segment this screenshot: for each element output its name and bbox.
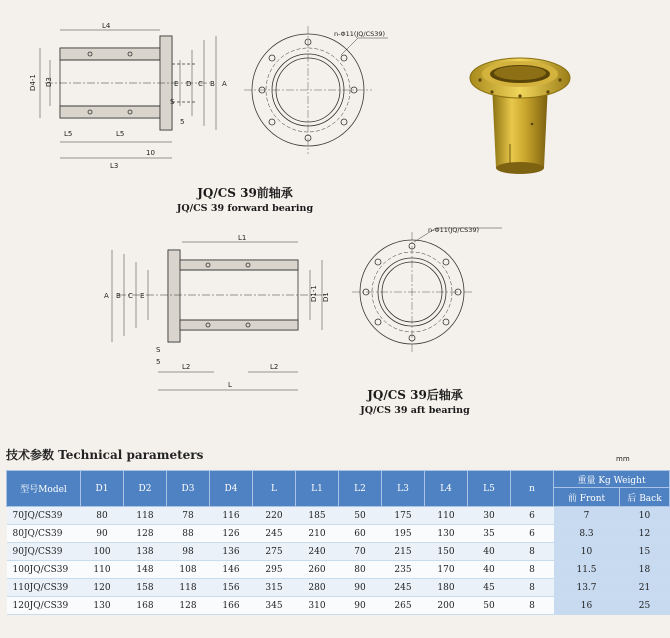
table-row	[7, 507, 670, 525]
header-weight: 重量 Kg Weight	[554, 471, 670, 488]
value-cell-d1: 90	[81, 525, 124, 543]
aft-hole-note: n-Φ11(JQ/CS39)	[428, 226, 480, 234]
unit-label: mm	[616, 455, 630, 463]
value-cell-back: 21	[620, 579, 670, 597]
section-title: 技术参数 Technical parameters	[6, 448, 204, 462]
value-cell-d2: 168	[124, 597, 167, 615]
dim-D4-1: D4-1	[29, 74, 37, 91]
value-cell-l2: 50	[339, 507, 382, 525]
value-cell-front: 11.5	[554, 561, 620, 579]
value-cell-d4: 136	[210, 543, 253, 561]
value-cell-l4: 200	[425, 597, 468, 615]
dim-L4: L4	[102, 22, 111, 30]
value-cell-d4: 126	[210, 525, 253, 543]
dim-B: B	[210, 80, 215, 88]
value-cell-l3: 245	[382, 579, 425, 597]
value-cell-d2: 128	[124, 525, 167, 543]
aft-bearing-section-drawing	[98, 232, 348, 402]
bearing-product-photo	[462, 44, 578, 180]
aft-dim-C: C	[128, 292, 133, 300]
value-cell-l3: 215	[382, 543, 425, 561]
value-cell-back: 10	[620, 507, 670, 525]
value-cell-l2: 70	[339, 543, 382, 561]
header-L5: L5	[468, 471, 511, 507]
value-cell-d4: 116	[210, 507, 253, 525]
model-cell: 80JQ/CS39	[7, 525, 81, 543]
value-cell-back: 25	[620, 597, 670, 615]
value-cell-back: 18	[620, 561, 670, 579]
header-D4: D4	[210, 471, 253, 507]
dim-D3: D3	[45, 77, 53, 87]
header-L1: L1	[296, 471, 339, 507]
dim-L5-left: L5	[64, 130, 73, 138]
value-cell-back: 12	[620, 525, 670, 543]
value-cell-l5: 50	[468, 597, 511, 615]
value-cell-l4: 150	[425, 543, 468, 561]
aft-dim-D1-1: D1-1	[310, 285, 318, 302]
value-cell-l4: 180	[425, 579, 468, 597]
value-cell-l1: 210	[296, 525, 339, 543]
aft-dim-5: 5	[156, 358, 161, 366]
aft-dim-L2-right: L2	[270, 363, 279, 371]
value-cell-l1: 260	[296, 561, 339, 579]
model-cell: 100JQ/CS39	[7, 561, 81, 579]
forward-bearing-front-view	[238, 22, 398, 152]
dim-A: A	[222, 80, 227, 88]
aft-bearing-caption	[340, 386, 490, 416]
aft-caption-zh: JQ/CS 39后轴承	[367, 388, 463, 402]
value-cell-l1: 185	[296, 507, 339, 525]
forward-caption-en: JQ/CS 39 forward bearing	[176, 203, 314, 214]
value-cell-l: 275	[253, 543, 296, 561]
table-row	[7, 543, 670, 561]
value-cell-l: 345	[253, 597, 296, 615]
value-cell-d3: 78	[167, 507, 210, 525]
value-cell-d2: 138	[124, 543, 167, 561]
value-cell-l2: 60	[339, 525, 382, 543]
value-cell-d3: 98	[167, 543, 210, 561]
forward-bearing-section-drawing	[20, 20, 245, 180]
value-cell-d4: 156	[210, 579, 253, 597]
value-cell-d3: 128	[167, 597, 210, 615]
value-cell-l3: 175	[382, 507, 425, 525]
header-L4: L4	[425, 471, 468, 507]
model-cell: 120JQ/CS39	[7, 597, 81, 615]
aft-caption-en: JQ/CS 39 aft bearing	[360, 405, 470, 416]
value-cell-front: 10	[554, 543, 620, 561]
aft-dim-D1: D1	[322, 292, 330, 302]
value-cell-d4: 166	[210, 597, 253, 615]
value-cell-d3: 118	[167, 579, 210, 597]
value-cell-l5: 40	[468, 561, 511, 579]
model-cell: 70JQ/CS39	[7, 507, 81, 525]
aft-dim-L: L	[228, 381, 232, 389]
technical-parameters-table	[6, 470, 670, 615]
forward-hole-note: n-Φ11(JQ/CS39)	[334, 30, 386, 38]
value-cell-l3: 195	[382, 525, 425, 543]
value-cell-l: 295	[253, 561, 296, 579]
dim-C: C	[198, 80, 203, 88]
value-cell-l2: 90	[339, 597, 382, 615]
value-cell-n: 8	[511, 543, 554, 561]
header-back: 后 Back	[620, 488, 670, 507]
aft-dim-A: A	[104, 292, 109, 300]
value-cell-l4: 110	[425, 507, 468, 525]
value-cell-l: 220	[253, 507, 296, 525]
aft-dim-L1: L1	[238, 234, 247, 242]
value-cell-d1: 100	[81, 543, 124, 561]
dim-5: 5	[180, 118, 185, 126]
value-cell-n: 8	[511, 597, 554, 615]
header-L2: L2	[339, 471, 382, 507]
value-cell-back: 15	[620, 543, 670, 561]
aft-dim-B: B	[116, 292, 121, 300]
value-cell-l3: 265	[382, 597, 425, 615]
forward-caption-zh: JQ/CS 39前轴承	[197, 186, 293, 200]
value-cell-d4: 146	[210, 561, 253, 579]
header-front: 前 Front	[554, 488, 620, 507]
model-cell: 90JQ/CS39	[7, 543, 81, 561]
value-cell-l5: 30	[468, 507, 511, 525]
header-L3: L3	[382, 471, 425, 507]
aft-dim-L2-left: L2	[182, 363, 191, 371]
value-cell-l5: 45	[468, 579, 511, 597]
table-row	[7, 525, 670, 543]
dim-S: S	[170, 98, 175, 106]
value-cell-n: 8	[511, 561, 554, 579]
header-model: 型号Model	[7, 471, 81, 507]
header-n: n	[511, 471, 554, 507]
dim-L5-right: L5	[116, 130, 125, 138]
value-cell-l: 245	[253, 525, 296, 543]
value-cell-l2: 90	[339, 579, 382, 597]
value-cell-l1: 240	[296, 543, 339, 561]
value-cell-d2: 148	[124, 561, 167, 579]
value-cell-d3: 108	[167, 561, 210, 579]
header-D2: D2	[124, 471, 167, 507]
value-cell-l3: 235	[382, 561, 425, 579]
table-row	[7, 579, 670, 597]
value-cell-l4: 170	[425, 561, 468, 579]
value-cell-l: 315	[253, 579, 296, 597]
value-cell-d2: 118	[124, 507, 167, 525]
value-cell-n: 6	[511, 507, 554, 525]
value-cell-d3: 88	[167, 525, 210, 543]
value-cell-d2: 158	[124, 579, 167, 597]
aft-dim-S: S	[156, 346, 161, 354]
value-cell-n: 8	[511, 579, 554, 597]
value-cell-l5: 35	[468, 525, 511, 543]
value-cell-d1: 80	[81, 507, 124, 525]
value-cell-d1: 130	[81, 597, 124, 615]
value-cell-front: 8.3	[554, 525, 620, 543]
value-cell-d1: 110	[81, 561, 124, 579]
value-cell-l5: 40	[468, 543, 511, 561]
value-cell-l2: 80	[339, 561, 382, 579]
value-cell-l1: 310	[296, 597, 339, 615]
header-D1: D1	[81, 471, 124, 507]
header-D3: D3	[167, 471, 210, 507]
table-row	[7, 561, 670, 579]
aft-dim-E: E	[140, 292, 145, 300]
value-cell-l1: 280	[296, 579, 339, 597]
table-row	[7, 597, 670, 615]
dim-D: D	[186, 80, 192, 88]
header-L: L	[253, 471, 296, 507]
value-cell-front: 16	[554, 597, 620, 615]
dim-L3: L3	[110, 162, 119, 170]
value-cell-front: 7	[554, 507, 620, 525]
value-cell-front: 13.7	[554, 579, 620, 597]
dim-10: 10	[146, 149, 155, 157]
value-cell-d1: 120	[81, 579, 124, 597]
aft-bearing-front-view	[352, 222, 512, 358]
dim-E: E	[174, 80, 179, 88]
model-cell: 110JQ/CS39	[7, 579, 81, 597]
value-cell-n: 6	[511, 525, 554, 543]
forward-bearing-caption	[170, 184, 320, 214]
value-cell-l4: 130	[425, 525, 468, 543]
